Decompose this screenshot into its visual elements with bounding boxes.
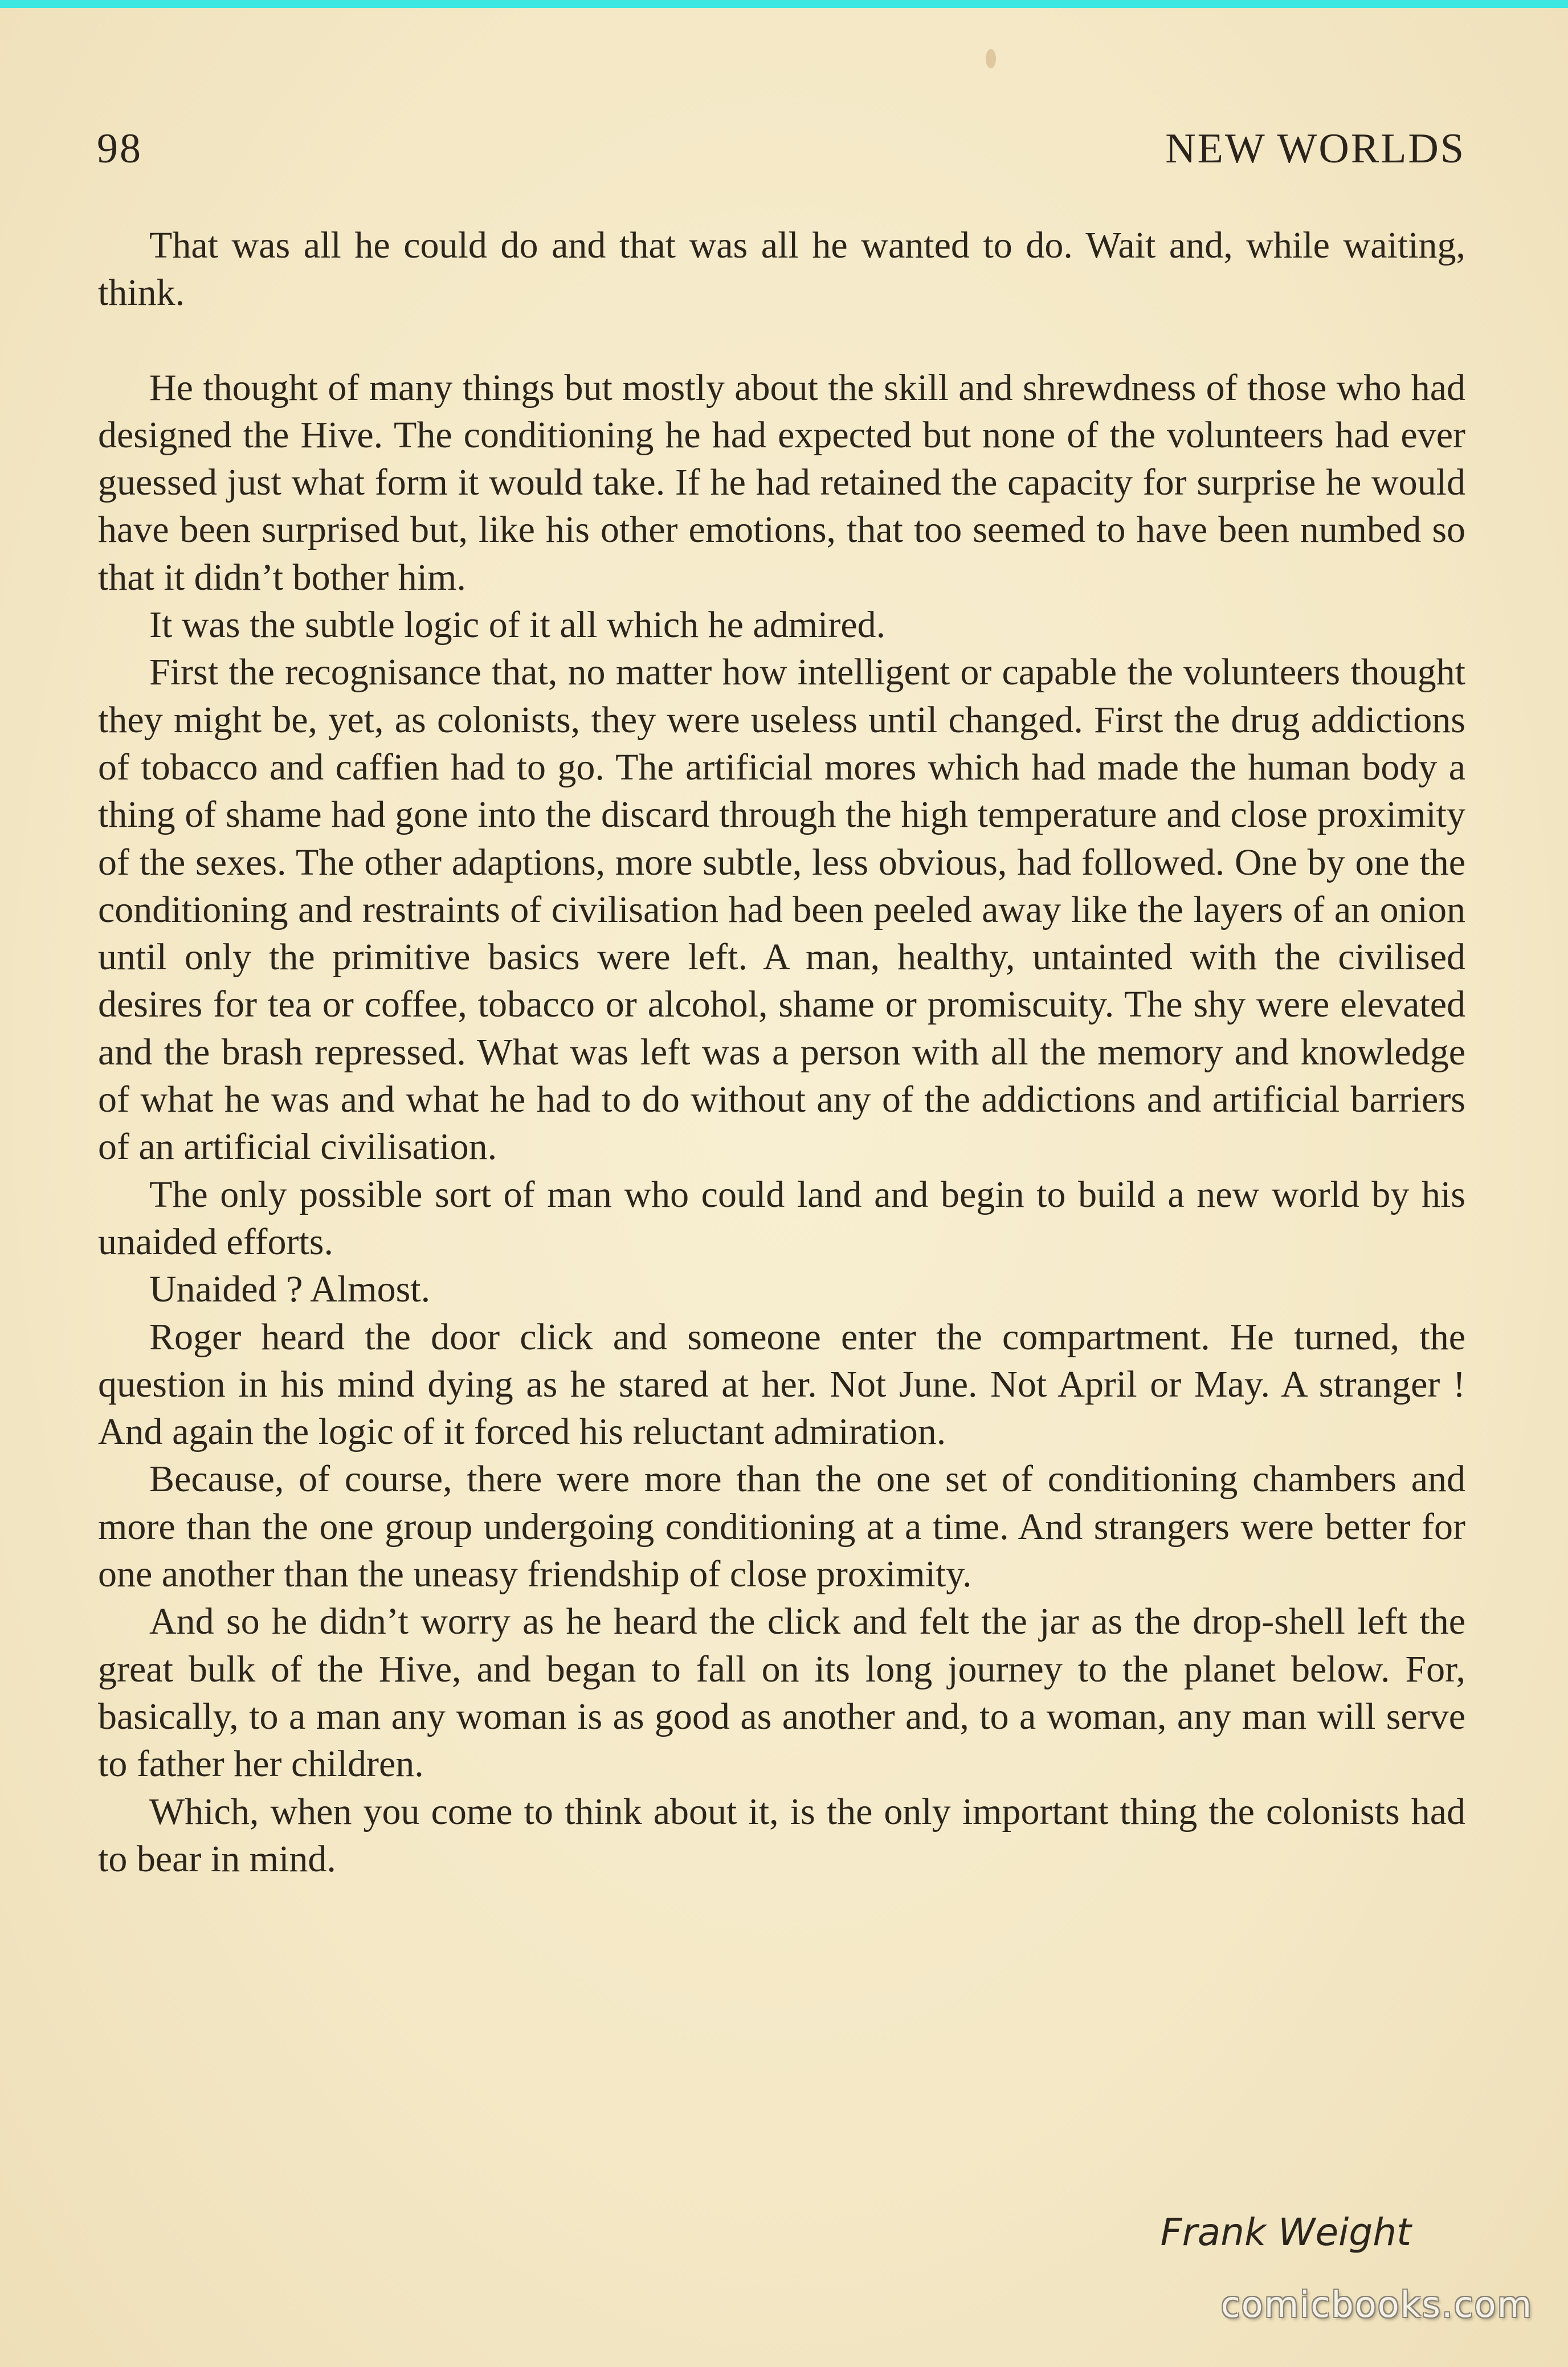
- page-number: 98: [97, 125, 142, 172]
- paragraph: First the recognisance that, no matter how intelligent or capable the volunteers thought they might be, yet, as colonists, they were useless until changed. First the drug addictions of tobacco and caffien had to go. The artificial mores which had made the human body a thing of shame had gone into the discard through the high temperature and close proximity of the sexes. The other adaptions, more subtle, less obvious, had followed. One by one the conditioning and restraints of civilisation had been peeled away like the layers of an onion until only the primitive basics were left. A man, healthy, untainted with the civilised desires for tea or coffee, tobacco or alcohol, shame or promiscuity. The shy were elevated and the brash repressed. What was left was a person with all the memory and knowledge of what he was and what he had to do without any of the addictions and artificial barriers of an artificial civilisation.: [98, 651, 1465, 1168]
- paragraph: Roger heard the door click and someone enter the compartment. He turned, the question in his mind dying as he stared at her. Not June. Not April or May. A stranger ! And again the logic of it forced his reluctant admiration.: [98, 1316, 1465, 1453]
- scan-border: [0, 0, 1568, 8]
- site-watermark: comicbooks.com: [1220, 2284, 1533, 2325]
- paragraph: And so he didn’t worry as he heard the click and felt the jar as the drop-shell left the great bulk of the Hive, and began to fall on its long journey to the planet below. For, basically, to a man any woman is as good as another and, to a woman, any man will serve to father her children.: [98, 1601, 1465, 1785]
- paragraph: He thought of many things but mostly about the skill and shrewdness of those who had designed the Hive. The conditioning he had expected but none of the volunteers had ever guessed just what form it would take. If he had retained the capacity for surprise he would have been surprised but, like his other emotions, that too seemed to have been numbed so that it didn’t bother him.: [98, 366, 1465, 598]
- paragraph: It was the subtle logic of it all which he admired.: [149, 604, 886, 646]
- paragraph: The only possible sort of man who could land and begin to build a new world by his unaided efforts.: [98, 1173, 1465, 1263]
- paper-stain: [986, 49, 996, 68]
- paragraph: Unaided ? Almost.: [149, 1268, 431, 1311]
- paragraph: Because, of course, there were more than the one set of conditioning chambers and more than the one group undergoing conditioning at a time. And strangers were better for one another than the uneasy friendship of close proximity.: [98, 1458, 1465, 1595]
- page-header-title: NEW WORLDS: [1165, 125, 1465, 172]
- paragraph: That was all he could do and that was all he wanted to do. Wait and, while waiting, think.: [98, 225, 1465, 314]
- story-text: [98, 222, 1465, 1883]
- book-page: [0, 8, 1568, 2367]
- running-head: [97, 125, 1465, 187]
- author-signature: Frank Weight: [1160, 2210, 1411, 2254]
- paragraph: Which, when you come to think about it, is the only important thing the colonists had to bear in mind.: [98, 1790, 1465, 1880]
